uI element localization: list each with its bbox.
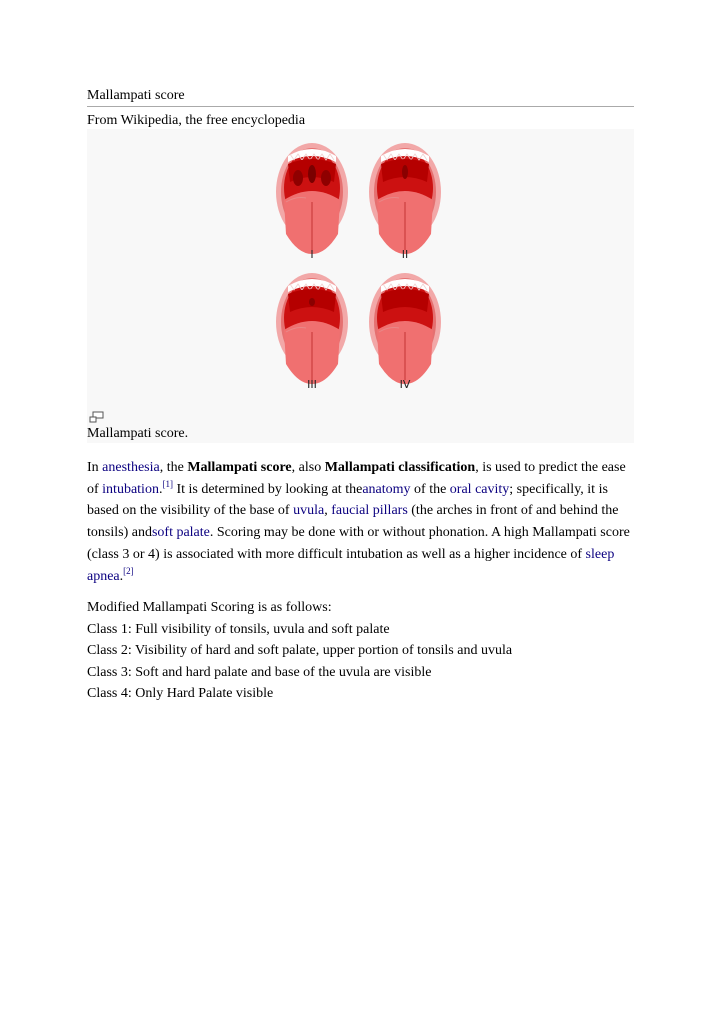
panel-1 xyxy=(276,143,348,254)
magnify-clip-icon[interactable] xyxy=(89,411,105,423)
panel-label-3: III xyxy=(307,378,317,391)
ref-link-1[interactable]: [1] xyxy=(162,478,173,489)
page-subtitle: From Wikipedia, the free encyclopedia xyxy=(87,113,306,128)
mallampati-illustration[interactable] xyxy=(276,142,446,404)
scoring-class-2: Class 2: Visibility of hard and soft palate, upper portion of tonsils and uvula xyxy=(87,643,513,658)
link-sleep-apnea[interactable]: sleep apnea xyxy=(87,546,615,584)
panel-3 xyxy=(276,273,348,384)
panel-label-4: IV xyxy=(399,378,411,391)
link-faucial-pillars[interactable]: faucial pillars xyxy=(331,503,408,519)
panel-label-1: I xyxy=(310,248,314,261)
link-intubation[interactable]: intubation xyxy=(102,481,159,497)
intro-paragraph: In anesthesia, the Mallampati score, also Mallampati classification, is used to predict the ease of intubation.[1] It is determined by looking at theanatomy of the oral cavity; specifically, it is based on the visibility of the base of uvula, faucial pillars (the arches in front of and behind the tonsils) andsoft palate. Scoring may be done with or without phonation. A high Mallampati score (class 3 or 4) is associated with more difficult intubation as well as a higher incidence of sleep apnea.[2] xyxy=(87,460,630,584)
scoring-list xyxy=(87,597,634,705)
scoring-class-1: Class 1: Full visibility of tonsils, uvula and soft palate xyxy=(87,621,390,637)
figure-caption: Mallampati score. xyxy=(87,426,189,441)
link-uvula[interactable]: uvula xyxy=(293,503,325,519)
bold-term: Mallampati classification xyxy=(324,460,476,475)
figure xyxy=(87,129,634,443)
link-anatomy[interactable]: anatomy xyxy=(362,481,411,497)
bold-term: Mallampati score xyxy=(187,460,292,475)
page-title: Mallampati score xyxy=(87,87,634,107)
link-oral-cavity[interactable]: oral cavity xyxy=(449,481,510,497)
panel-label-2: II xyxy=(401,248,409,261)
link-anesthesia[interactable]: anesthesia xyxy=(102,460,160,475)
link-soft-palate[interactable]: soft palate xyxy=(151,525,210,541)
panel-2 xyxy=(369,143,441,254)
scoring-heading: Modified Mallampati Scoring is as follows: xyxy=(87,600,332,615)
ref-link-2[interactable]: [2] xyxy=(123,565,134,576)
scoring-class-4: Class 4: Only Hard Palate visible xyxy=(87,686,274,701)
scoring-class-3: Class 3: Soft and hard palate and base of the uvula are visible xyxy=(87,664,432,680)
panel-4 xyxy=(369,273,441,384)
